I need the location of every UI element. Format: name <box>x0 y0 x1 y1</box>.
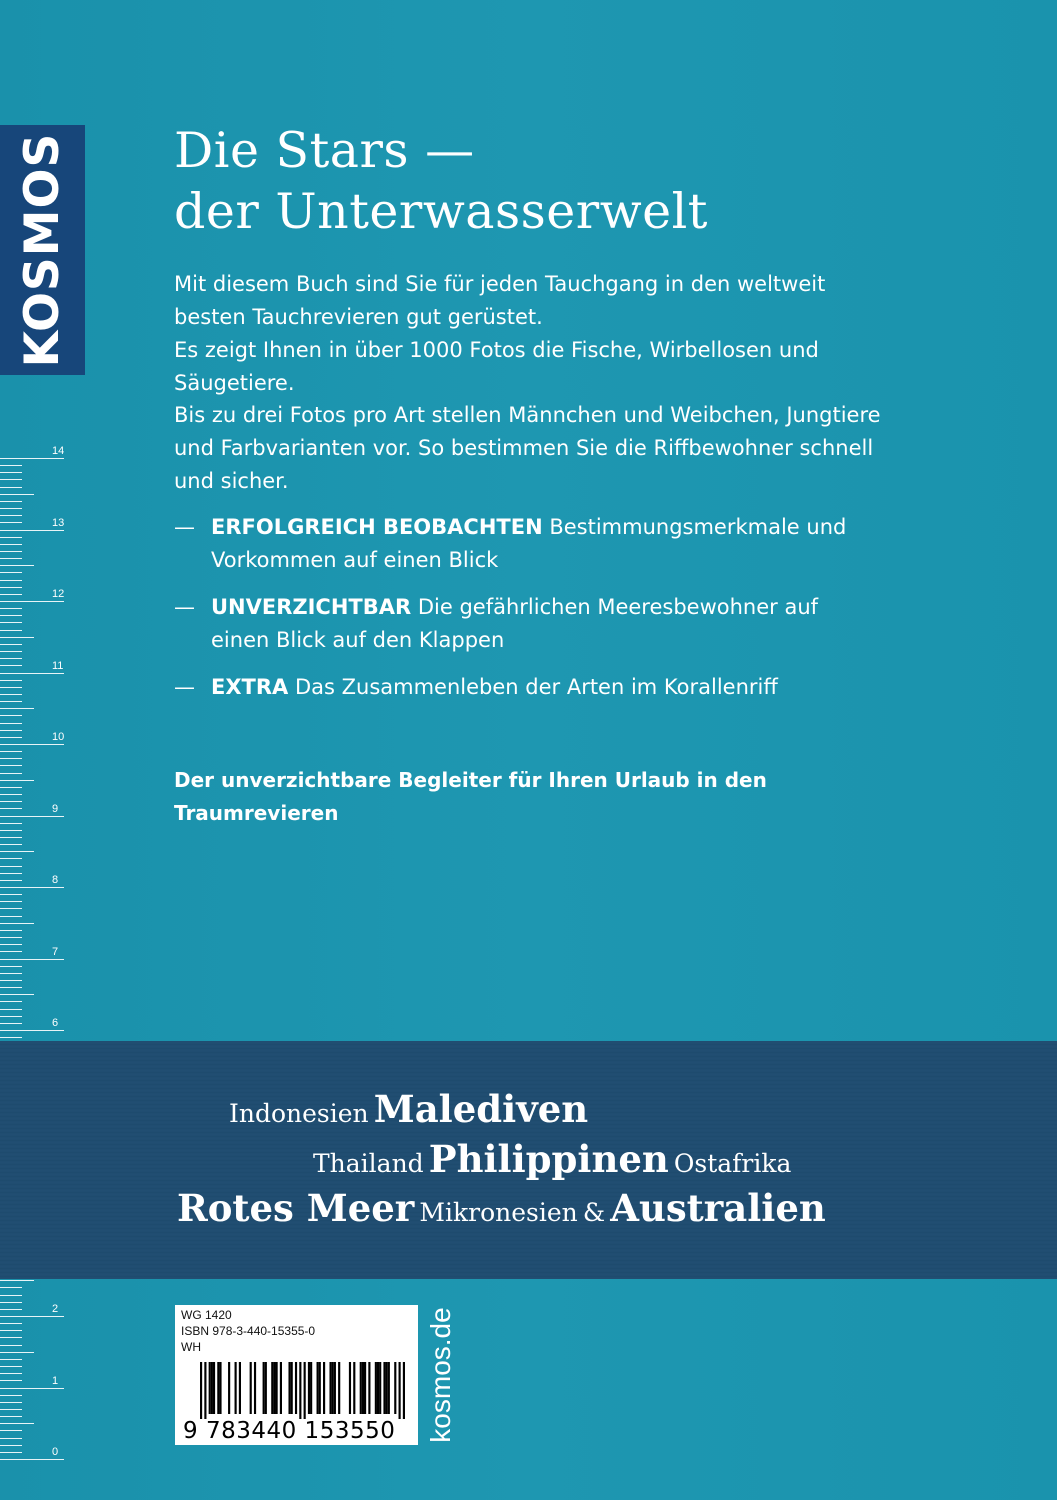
ruler-tick <box>0 1445 22 1446</box>
ruler-tick <box>0 637 34 638</box>
ruler-tick <box>0 773 22 774</box>
ruler-tick <box>0 1373 22 1374</box>
feature-dash: — <box>174 675 195 699</box>
feature-dash: — <box>174 515 195 539</box>
intro-paragraph-3: Bis zu drei Fotos pro Art stellen Männchen und Weibchen, Jungtiere und Farbvarianten vor. So bestimmen Sie die Riffbewohner schnell und sicher. <box>174 403 881 493</box>
barcode-bar <box>211 1362 213 1414</box>
barcode-bar <box>386 1362 388 1414</box>
ruler-tick <box>0 808 22 809</box>
barcode-bar <box>291 1362 293 1414</box>
barcode-bar <box>403 1362 405 1419</box>
ruler-tick <box>0 1302 22 1303</box>
ruler-tick <box>0 894 22 895</box>
ruler-tick <box>0 1030 64 1031</box>
ruler-tick <box>0 1459 64 1460</box>
destination-mikronesien: Mikronesien <box>419 1198 578 1227</box>
barcode-bar <box>271 1362 273 1414</box>
barcode-bar <box>334 1362 336 1414</box>
wh-code: WH <box>181 1340 201 1354</box>
barcode-bar <box>273 1362 275 1414</box>
ruler-tick <box>0 644 22 645</box>
ruler-number: 9 <box>52 802 59 815</box>
ruler-tick <box>0 830 22 831</box>
barcode-bar <box>213 1362 215 1414</box>
ruler-tick <box>0 858 22 859</box>
ruler-number: 7 <box>52 945 59 958</box>
ruler-tick <box>0 651 22 652</box>
ruler-tick <box>0 937 22 938</box>
ruler-tick <box>0 472 22 473</box>
ruler-number: 6 <box>52 1017 59 1029</box>
barcode-bar <box>338 1362 340 1414</box>
ruler-tick <box>0 837 22 838</box>
barcode-bar <box>219 1362 221 1414</box>
barcode-bar <box>349 1362 351 1414</box>
ruler-tick <box>0 744 64 745</box>
ruler-tick <box>0 951 22 952</box>
ruler-tick <box>0 1309 22 1310</box>
ruler-tick <box>0 887 64 888</box>
ruler-tick <box>0 851 34 852</box>
ruler-tick <box>0 1416 22 1417</box>
ruler-tick <box>0 1452 22 1453</box>
ruler-number: 0 <box>52 1446 59 1458</box>
ruler-tick <box>0 594 22 595</box>
barcode-bar <box>239 1362 241 1414</box>
centimeter-ruler <box>0 445 70 1475</box>
barcode-bar <box>362 1362 364 1414</box>
ruler-tick <box>0 622 22 623</box>
barcode-bar <box>353 1362 355 1414</box>
ruler-tick <box>0 1366 22 1367</box>
ruler-number: 14 <box>52 445 65 457</box>
ruler-tick <box>0 580 22 581</box>
barcode-bar <box>299 1362 301 1419</box>
ruler-tick <box>0 923 34 924</box>
ruler-tick <box>0 565 34 566</box>
ruler-tick <box>0 987 22 988</box>
ruler-number: 11 <box>52 659 64 672</box>
barcode-bar <box>375 1362 377 1414</box>
barcode-bar <box>288 1362 290 1414</box>
barcode-bar <box>388 1362 390 1414</box>
ruler-tick <box>0 1388 64 1389</box>
ruler-tick <box>0 1337 22 1338</box>
ruler-tick <box>0 1001 22 1002</box>
feature-dash: — <box>174 595 195 619</box>
ruler-tick <box>0 723 22 724</box>
barcode-bar <box>228 1362 230 1414</box>
barcode-bar <box>254 1362 256 1414</box>
ruler-tick <box>0 1287 22 1288</box>
ruler-tick <box>0 844 22 845</box>
ruler-tick <box>0 816 64 817</box>
ruler-tick <box>0 973 22 974</box>
barcode-bar <box>204 1362 206 1419</box>
ruler-tick <box>0 522 22 523</box>
barcode-bar <box>217 1362 219 1414</box>
ruler-tick <box>0 458 64 459</box>
ruler-tick <box>0 758 22 759</box>
destination-ostafrika: Ostafrika <box>673 1149 792 1178</box>
ruler-tick <box>0 908 22 909</box>
ruler-tick <box>0 587 22 588</box>
feature-heading: UNVERZICHTBAR <box>211 595 412 619</box>
destination-malediven: Malediven <box>373 1087 589 1131</box>
ruler-tick <box>0 1359 22 1360</box>
barcode-bar <box>383 1362 385 1414</box>
barcode-bar <box>399 1362 401 1419</box>
ruler-tick <box>0 673 64 674</box>
ruler-tick <box>0 794 22 795</box>
destination-indonesien: Indonesien <box>229 1099 369 1128</box>
destinations-band <box>0 1041 1057 1279</box>
destination-philippinen: Philippinen <box>428 1137 669 1181</box>
ruler-tick <box>0 687 22 688</box>
barcode-bar <box>323 1362 325 1414</box>
ruler-tick <box>0 1430 22 1431</box>
destinations-line-1 <box>229 1087 588 1131</box>
ruler-tick <box>0 787 22 788</box>
barcode-bar <box>329 1362 331 1414</box>
ruler-tick <box>0 465 22 466</box>
ruler-tick <box>0 730 22 731</box>
ruler-tick <box>0 479 22 480</box>
logo-text: KOSMOS <box>15 132 70 368</box>
ruler-tick <box>0 966 22 967</box>
ruler-tick <box>0 1295 22 1296</box>
destination-australien: Australien <box>610 1186 826 1230</box>
ruler-tick <box>0 823 22 824</box>
barcode-bar <box>319 1362 321 1414</box>
ruler-tick <box>0 994 34 995</box>
ruler-tick <box>0 608 22 609</box>
barcode-bar <box>394 1362 396 1414</box>
ruler-tick <box>0 930 22 931</box>
ruler-tick <box>0 780 34 781</box>
barcode-bar <box>295 1362 297 1414</box>
ruler-tick <box>0 501 22 502</box>
destination-rotes-meer: Rotes Meer <box>177 1186 415 1230</box>
barcode-bar <box>364 1362 366 1414</box>
tagline: Der unverzichtbare Begleiter für Ihren Urlaub in den Traumrevieren <box>174 768 767 825</box>
isbn: ISBN 978-3-440-15355-0 <box>181 1324 316 1338</box>
barcode-bar <box>310 1362 312 1414</box>
barcode-number: 9 783440 153550 <box>183 1418 396 1444</box>
ruler-tick <box>0 1352 34 1353</box>
intro-paragraph-2: Es zeigt Ihnen in über 1000 Fotos die Fische, Wirbellosen und Säugetiere. <box>174 338 819 395</box>
ruler-tick <box>0 715 22 716</box>
ruler-tick <box>0 1345 22 1346</box>
intro-paragraph-1: Mit diesem Buch sind Sie für jeden Tauchgang in den weltweit besten Tauchrevieren gut gerüstet. <box>174 272 826 329</box>
barcode-bar <box>360 1362 362 1414</box>
barcode-bar <box>200 1362 202 1419</box>
barcode <box>200 1362 405 1419</box>
ruler-tick <box>0 916 22 917</box>
ruler-tick <box>0 880 22 881</box>
ruler-tick <box>0 1023 22 1024</box>
ruler-tick <box>0 537 22 538</box>
feature-text: Bestimmungsmerkmale und Vorkommen auf einen Blick <box>211 515 847 572</box>
barcode-bar <box>265 1362 267 1414</box>
ruler-tick <box>0 1438 22 1439</box>
ruler-tick <box>0 544 22 545</box>
ruler-tick <box>0 1402 22 1403</box>
ruler-number: 13 <box>52 516 65 529</box>
barcode-bar <box>377 1362 379 1414</box>
ampersand: & <box>582 1198 606 1227</box>
barcode-bar <box>209 1362 211 1414</box>
ruler-tick <box>0 515 22 516</box>
ruler-tick <box>0 1009 22 1010</box>
website <box>422 1305 460 1445</box>
kosmos-logo <box>0 125 85 375</box>
feature-text: Das Zusammenleben der Arten im Korallenriff <box>288 675 778 699</box>
ruler-tick <box>0 494 34 495</box>
ruler-tick <box>0 572 22 573</box>
ruler-tick <box>0 658 22 659</box>
ruler-tick <box>0 1037 22 1038</box>
ruler-tick <box>0 873 22 874</box>
barcode-bar <box>379 1362 381 1414</box>
ruler-tick <box>0 980 22 981</box>
ruler-tick <box>0 665 22 666</box>
ruler-tick <box>0 1380 22 1381</box>
barcode-bar <box>308 1362 310 1414</box>
ruler-tick <box>0 959 64 960</box>
ruler-number: 12 <box>52 588 65 600</box>
destinations-line-3 <box>177 1186 826 1230</box>
barcode-bar <box>276 1362 278 1414</box>
barcode-bar <box>332 1362 334 1414</box>
barcode-sticker <box>175 1305 418 1445</box>
ruler-tick <box>0 1395 22 1396</box>
ruler-tick <box>0 530 64 531</box>
page-title <box>174 120 934 242</box>
ruler-number: 10 <box>52 731 65 743</box>
barcode-bar <box>235 1362 237 1414</box>
ruler-tick <box>0 1423 34 1424</box>
wg-code: WG 1420 <box>181 1308 232 1322</box>
ruler-tick <box>0 1016 22 1017</box>
ruler-tick <box>0 1330 22 1331</box>
destination-thailand: Thailand <box>313 1149 424 1178</box>
website-text: kosmos.de <box>425 1307 456 1443</box>
barcode-bar <box>250 1362 252 1414</box>
ruler-tick <box>0 801 22 802</box>
ruler-tick <box>0 1323 22 1324</box>
ruler-tick <box>0 765 22 766</box>
ruler-tick <box>0 487 22 488</box>
ruler-tick <box>0 737 22 738</box>
ruler-tick <box>0 944 22 945</box>
ruler-tick <box>0 680 22 681</box>
ruler-tick <box>0 1280 34 1281</box>
ruler-tick <box>0 708 34 709</box>
feature-text: Die gefährlichen Meeresbewohner auf einen Blick auf den Klappen <box>211 595 819 652</box>
barcode-bar <box>280 1362 282 1414</box>
barcode-bar <box>263 1362 265 1414</box>
ruler-tick <box>0 508 22 509</box>
ruler-tick <box>0 551 22 552</box>
ruler-tick <box>0 901 22 902</box>
ruler-tick <box>0 751 22 752</box>
ruler-tick <box>0 701 22 702</box>
feature-heading: ERFOLGREICH BEOBACHTEN <box>211 515 543 539</box>
title-line-2: der Unterwasserwelt <box>174 183 709 240</box>
ruler-number: 2 <box>52 1303 59 1315</box>
title-line-1: Die Stars — <box>174 122 475 179</box>
ruler-number: 1 <box>52 1374 59 1387</box>
ruler-tick <box>0 694 22 695</box>
feature-heading: EXTRA <box>211 675 289 699</box>
barcode-bar <box>317 1362 319 1414</box>
barcode-bar <box>304 1362 306 1419</box>
ruler-tick <box>0 866 22 867</box>
ruler-number: 8 <box>52 874 59 886</box>
destinations-line-2 <box>313 1137 791 1181</box>
ruler-tick <box>0 1409 22 1410</box>
barcode-bar <box>368 1362 370 1414</box>
ruler-tick <box>0 630 22 631</box>
ruler-tick <box>0 601 64 602</box>
ruler-tick <box>0 1316 64 1317</box>
ruler-tick <box>0 558 22 559</box>
ruler-tick <box>0 615 22 616</box>
